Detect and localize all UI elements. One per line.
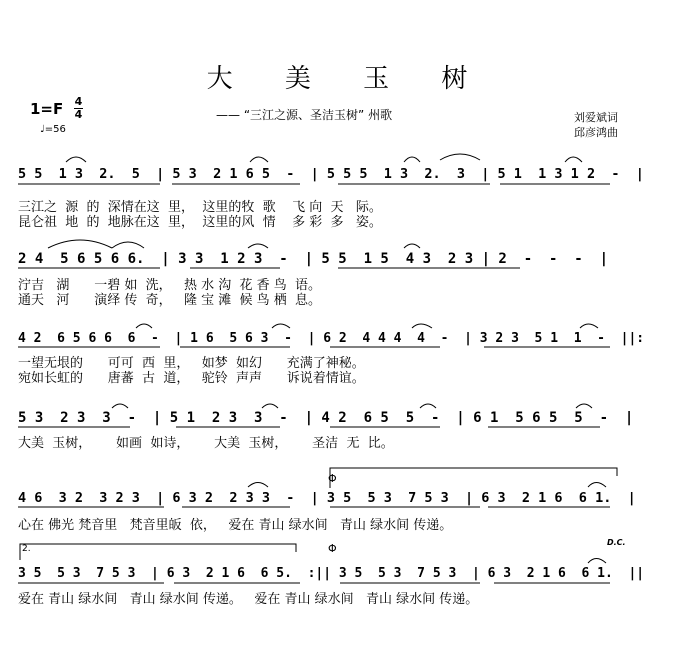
slur	[250, 157, 268, 162]
beam-lines	[18, 184, 610, 583]
time-signature-top: 4	[74, 95, 83, 108]
song-title: 大 美 玉 树	[206, 64, 490, 94]
slur	[48, 240, 112, 248]
slur	[112, 242, 144, 248]
notation-row-1: 5 5 1 3 2. 5 | 5 3 2 1 6 5 - | 5 5 5 1 3 2. 3 | 5 1 1 3 1 2 - |	[18, 166, 644, 182]
lyric-row-2-verse-2: 通天 河 演绎 传 奇， 隆 宝 滩 候 鸟 栖 息。	[18, 293, 322, 308]
volta-label: 2.	[22, 544, 31, 554]
lyric-row-6: 爱在 青山 绿水间 青山 绿水间 传递。 爱在 青山 绿水间 青山 绿水间 传递。	[18, 592, 479, 607]
slur	[588, 483, 606, 488]
slur	[420, 404, 436, 408]
notation-row-3: 4 2 6 5 6 6 6 - | 1 6 5 6 3 - | 6 2 4 4 4 4 - | 3 2 3 5 1 1 - ||:	[18, 331, 645, 346]
notation-row-6: 3 5 5 3 7 5 3 | 6 3 2 1 6 6 5. :|| 3 5 5 3 7 5 3 | 6 3 2 1 6 6 1. ||	[18, 566, 645, 581]
volta-bracket-2	[20, 544, 296, 560]
notation-row-5: 4 6 3 2 3 2 3 | 6 3 2 2 3 3 - | 3 5 5 3 7 5 3 | 6 3 2 1 6 6 1. |	[18, 490, 636, 506]
lyric-row-1-verse-1: 三江之 源 的 深情在这 里， 这里的牧 歌 飞 向 天 际。	[18, 200, 382, 215]
lyric-row-5: 心在 佛光 梵音里 梵音里皈 依， 爱在 青山 绿水间 青山 绿水间 传递。	[18, 518, 453, 533]
time-signature-bottom: 4	[74, 108, 83, 121]
slur	[248, 483, 268, 488]
slur	[404, 157, 420, 162]
dc-marking: D.C.	[607, 538, 626, 547]
lyric-row-2-verse-1: 泞吉 湖 一碧 如 洗， 热 水 沟 花 香 鸟 语。	[18, 278, 322, 293]
notation-row-2: 2 4 5 6 5 6 6. | 3 3 1 2 3 - | 5 5 1 5 4 3 2 3 | 2 - - - |	[18, 251, 609, 267]
coda-sign-2: Φ	[328, 542, 337, 555]
lyric-row-1-verse-2: 昆仑祖 地 的 地脉在这 里， 这里的风 情 多 彩 多 姿。	[18, 215, 382, 230]
lyric-row-3-verse-2: 宛如长虹的 唐蕃 古 道， 驼铃 声声 诉说着情谊。	[18, 371, 365, 386]
notation-row-4: 5 3 2 3 3 - | 5 1 2 3 3 - | 4 2 6 5 5 - | 6 1 5 6 5 5 - |	[18, 410, 634, 426]
slur	[112, 404, 128, 408]
slur	[412, 324, 432, 328]
composer-credit: 邱彦鸿曲	[574, 126, 618, 139]
slur	[588, 559, 606, 564]
tempo-marking: ♩=56	[40, 124, 66, 135]
slur	[565, 157, 582, 162]
lyric-row-4: 大美 玉树， 如画 如诗， 大美 玉树， 圣洁 无 比。	[18, 436, 394, 451]
subtitle: —— “三江之源、圣洁玉树” 州歌	[216, 108, 393, 122]
lyric-row-3-verse-1: 一望无垠的 可可 西 里， 如梦 如幻 充满了神秘。	[18, 356, 365, 371]
slur	[272, 324, 290, 328]
slur	[576, 404, 592, 408]
coda-sign: Φ	[328, 472, 337, 485]
slur	[248, 244, 268, 248]
volta-bracket-1	[330, 468, 617, 488]
key-signature: 1=F	[30, 100, 64, 118]
slur	[440, 154, 480, 160]
slur	[262, 404, 278, 408]
slur	[136, 324, 152, 328]
slur	[404, 244, 420, 248]
lyricist-credit: 刘爱斌词	[574, 111, 618, 124]
slur	[580, 324, 598, 328]
slur	[66, 157, 86, 162]
